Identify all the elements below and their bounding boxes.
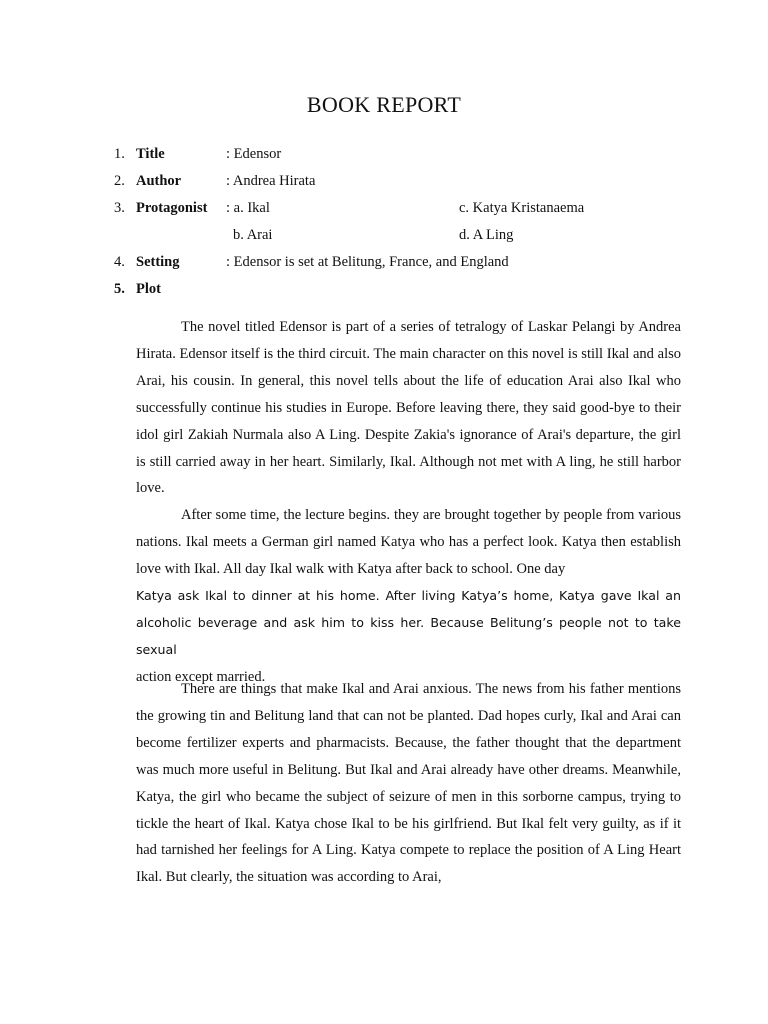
protagonist-d: d. A Ling	[459, 227, 514, 243]
item-number: 5.	[114, 281, 125, 297]
item-label: Protagonist	[136, 200, 208, 216]
item-label: Setting	[136, 254, 180, 270]
item-value: : Edensor	[226, 146, 282, 162]
plot-body-continued	[136, 676, 681, 891]
item-number: 2.	[114, 173, 125, 189]
plot-body	[136, 314, 681, 691]
item-number: 1.	[114, 146, 125, 162]
protagonist-b: b. Arai	[233, 227, 273, 243]
plot-paragraph-alt-font: Katya ask Ikal to dinner at his home. After living Katya’s home, Katya gave Ikal an alcoholic beverage and ask him to kiss her. Because Belitung’s people not to take sexual	[136, 588, 681, 657]
document-title: BOOK REPORT	[306, 92, 462, 117]
item-value: : Andrea Hirata	[226, 173, 316, 189]
item-value: : Edensor is set at Belitung, France, and England	[226, 254, 509, 270]
plot-paragraph: There are things that make Ikal and Arai anxious. The news from his father mentions the growing tin and Belitung land that can not be planted. Dad hopes curly, Ikal and Arai can become fertilizer experts and pharmacists. Because, the father thought that the department was much more useful in Belitung. But Ikal and Arai already have other dreams. Meanwhile, Katya, the girl who became the subject of seizure of men in this sorborne campus, trying to tickle the heart of Ikal. Katya chose Ikal to be his girlfriend. But Ikal felt very guilty, as if it had tarnished her feelings for A Ling. Katya compete to replace the position of A Ling Heart Ikal. But clearly, the situation was according to Arai,	[136, 681, 681, 886]
item-number: 4.	[114, 254, 125, 270]
item-label: Title	[136, 146, 165, 162]
plot-paragraph: The novel titled Edensor is part of a series of tetralogy of Laskar Pelangi by Andrea Hirata. Edensor itself is the third circuit. The main character on this novel is still Ikal and also Arai, his cousin. In general, this novel tells about the life of education Arai also Ikal who successfully continue his studies in Europe. Before leaving there, they said good-bye to their idol girl Zakiah Nurmala also A Ling. Despite Zakia's ignorance of Arai's departure, the girl is still carried away in her heart. Similarly, Ikal. Although not met with A ling, he still harbor love.	[136, 319, 681, 497]
item-label: Author	[136, 173, 182, 189]
plot-paragraph: After some time, the lecture begins. they are brought together by people from various nations. Ikal meets a German girl named Katya who has a perfect look. Katya then establish love with Ikal. All day Ikal walk with Katya after back to school. One day	[136, 507, 681, 578]
protagonist-c: c. Katya Kristanaema	[459, 200, 585, 216]
item-number: 3.	[114, 200, 125, 216]
protagonist-a: : a. Ikal	[226, 200, 270, 216]
item-label: Plot	[136, 281, 161, 297]
plot-paragraph: action except married.	[136, 668, 266, 685]
